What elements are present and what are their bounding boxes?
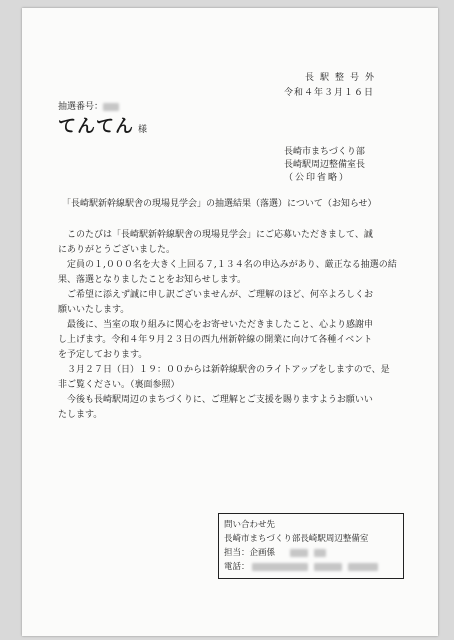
body-paragraph: ご希望に添えず誠に申し訳ございませんが、ご理解のほど、何卒よろしくお 願いいたします。 [58,290,374,315]
contact-phone-label: 電話： [224,562,250,572]
contact-department: 長崎市まちづくり部長崎駅周辺整備室 [224,534,369,544]
sender-line: 長崎駅周辺整備室長 [284,160,366,170]
letter-subject: 「長崎駅新幹線駅舎の現場見学会」の抽選結果（落選）について（お知らせ） [62,199,377,209]
body-paragraph: このたびは「長崎駅新幹線駅舎の現場見学会」にご応募いただきまして、誠 にありがとうございました。 [58,230,373,255]
contact-phone [224,560,398,574]
sender-line: （公印省略） [284,173,351,183]
redacted-phone-number [314,563,342,571]
contact-person [224,546,398,560]
recipient [58,112,147,138]
sender-line: 長崎市まちづくり部 [284,147,365,157]
redacted-lottery-number [103,103,119,111]
body-paragraph: 今後も長崎駅周辺のまちづくりに、ご理解とご支援を賜りますようお願いい たします。 [58,395,373,420]
issue-date: 令和４年３月１６日 [284,88,375,98]
redacted-phone-number [348,563,378,571]
contact-person-label: 担当：企画係 [224,548,276,558]
recipient-name: てんてん [58,116,134,137]
body-paragraph: 最後に、当室の取り組みに関心をお寄せいただきましたこと、心より感謝申 し上げます。令和４年９月２３日の西九州新幹線の開業に向けて各種イベント を予定しております。 [58,320,374,360]
redacted-person-name [314,549,326,557]
letter-page [22,8,438,636]
redacted-person-name [290,549,308,557]
body-paragraph: 定員の１,０００名を大きく上回る７,１３４名の申込みがあり、厳正なる抽選の結 果、落選となりましたことをお知らせします。 [58,260,397,285]
recipient-honorific: 様 [138,125,148,135]
contact-box [218,513,404,579]
letter-body [58,228,412,423]
contact-heading: 問い合わせ先 [224,520,276,530]
redacted-phone-number [252,563,308,571]
lottery-label: 抽選番号： [58,102,104,112]
sender-block [284,146,365,185]
body-paragraph: ３月２７日（日）１９：００からは新幹線駅舎のライトアップをしますので、是 非ご覧ください。（裏面参照） [58,365,390,390]
reference-number: 長駅整号外 [305,73,381,83]
